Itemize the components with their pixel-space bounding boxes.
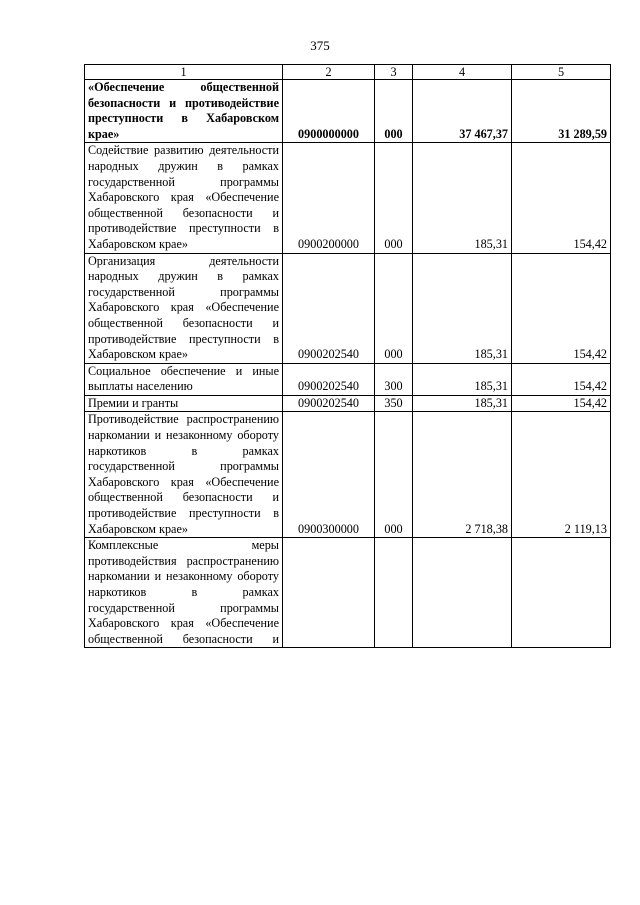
row-code: 0900202540 <box>283 363 375 395</box>
table-header-row <box>85 65 611 80</box>
row-sum-1: 185,31 <box>413 253 512 363</box>
row-name: Премии и гранты <box>85 395 283 412</box>
table-row <box>85 143 611 253</box>
row-code: 0900000000 <box>283 80 375 143</box>
row-code: 0900300000 <box>283 412 375 538</box>
row-sum-2 <box>512 538 611 648</box>
row-name: Социальное обеспечение и иные выплаты населению <box>85 363 283 395</box>
row-expense-type: 350 <box>375 395 413 412</box>
row-sum-2: 154,42 <box>512 143 611 253</box>
row-code: 0900200000 <box>283 143 375 253</box>
row-name: Организация деятельности народных дружин в рамках государственной программы Хабаровского края «Обеспечение общественной безопасности и противодействие преступности в Хабаровском крае» <box>85 253 283 363</box>
column-header: 2 <box>283 65 375 80</box>
row-code: 0900202540 <box>283 253 375 363</box>
budget-table <box>84 64 611 648</box>
row-code: 0900202540 <box>283 395 375 412</box>
page-number: 375 <box>310 38 330 53</box>
row-sum-1: 185,31 <box>413 143 512 253</box>
table-row <box>85 412 611 538</box>
row-name: Комплексные меры противодействия распространению наркомании и незаконному обороту наркотиков в рамках государственной программы Хабаровского края «Обеспечение общественной безопасности и <box>85 538 283 648</box>
table-row <box>85 80 611 143</box>
row-expense-type: 000 <box>375 143 413 253</box>
row-sum-2: 154,42 <box>512 395 611 412</box>
row-expense-type <box>375 538 413 648</box>
row-expense-type: 300 <box>375 363 413 395</box>
row-sum-2: 154,42 <box>512 253 611 363</box>
column-header: 3 <box>375 65 413 80</box>
table-row <box>85 395 611 412</box>
row-code <box>283 538 375 648</box>
row-sum-1: 185,31 <box>413 395 512 412</box>
row-sum-1: 37 467,37 <box>413 80 512 143</box>
row-name: Противодействие распространению наркомании и незаконному обороту наркотиков в рамках государственной программы Хабаровского края «Обеспечение общественной безопасности и противодействие преступности в Хабаровском крае» <box>85 412 283 538</box>
row-expense-type: 000 <box>375 253 413 363</box>
row-sum-2: 2 119,13 <box>512 412 611 538</box>
table-row <box>85 538 611 648</box>
row-sum-2: 31 289,59 <box>512 80 611 143</box>
row-name: «Обеспечение общественной безопасности и противодействие преступности в Хабаровском крае» <box>85 80 283 143</box>
column-header: 5 <box>512 65 611 80</box>
row-expense-type: 000 <box>375 412 413 538</box>
row-sum-1: 2 718,38 <box>413 412 512 538</box>
row-sum-1: 185,31 <box>413 363 512 395</box>
column-header: 1 <box>85 65 283 80</box>
row-expense-type: 000 <box>375 80 413 143</box>
column-header: 4 <box>413 65 512 80</box>
row-sum-1 <box>413 538 512 648</box>
table-row <box>85 253 611 363</box>
table-row <box>85 363 611 395</box>
row-name: Содействие развитию деятельности народных дружин в рамках государственной программы Хабаровского края «Обеспечение общественной безопасности и противодействие преступности в Хабаровском крае» <box>85 143 283 253</box>
row-sum-2: 154,42 <box>512 363 611 395</box>
